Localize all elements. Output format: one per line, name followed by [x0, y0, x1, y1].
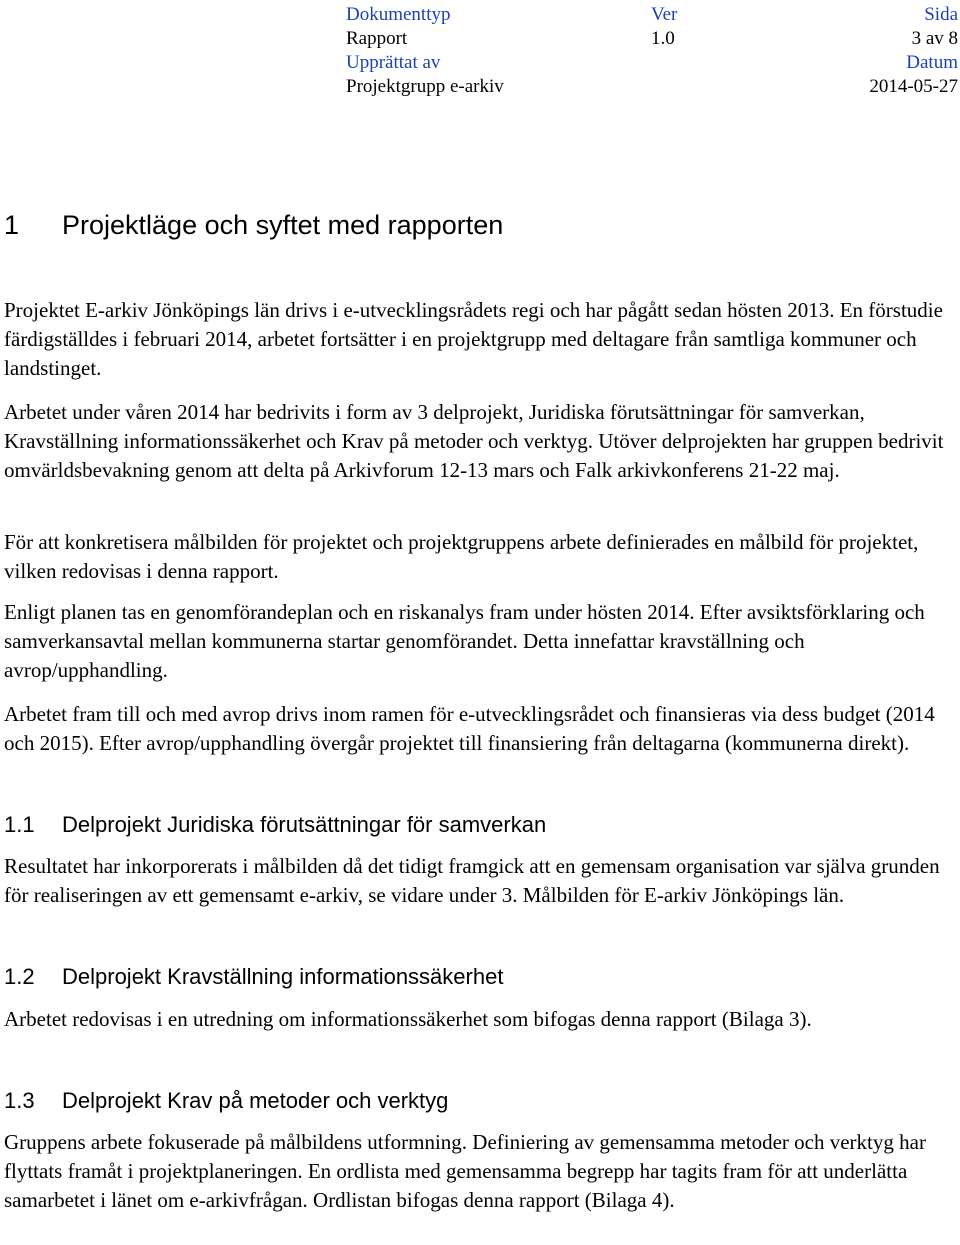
paragraph: Arbetet under våren 2014 har bedrivits i form av 3 delprojekt, Juridiska förutsättningar för samverkan, Kravställning informationssäkerhet och Krav på metoder och verktyg. Utöver delprojekten har gruppen bedrivit omvärldsbevakning genom att delta på Arkivforum 12-13 mars och Falk arkivkonferens 21-22 maj.: [4, 400, 944, 482]
section-1-1-heading: [4, 811, 546, 839]
section-title: Projektläge och syftet med rapporten: [62, 210, 504, 240]
doc-type-value: Rapport: [346, 28, 408, 49]
section-title: Delprojekt Juridiska förutsättningar för samverkan: [62, 812, 547, 837]
date-label: Datum: [906, 52, 958, 73]
page-label: Sida: [924, 4, 958, 25]
paragraph: Projektet E-arkiv Jönköpings län drivs i e-utvecklingsrådets regi och har pågått sedan hösten 2013. En förstudie färdigställdes i februari 2014, arbetet fortsätter i en projektgrupp med deltagare från samtliga kommuner och landstinget.: [4, 298, 943, 380]
paragraph: För att konkretisera målbilden för projektet och projektgruppens arbete definierades en målbild för projektet, vilken redovisas i denna rapport.: [4, 530, 919, 583]
section-title: Delprojekt Krav på metoder och verktyg: [62, 1088, 449, 1113]
version-label: Ver: [651, 4, 678, 25]
section-number: 1.2: [4, 964, 35, 989]
paragraph: Enligt planen tas en genomförandeplan och en riskanalys fram under hösten 2014. Efter avsiktsförklaring och samverkansavtal mellan kommunerna startar genomförandet. Detta innefattar kravställning och avrop/upphandling.: [4, 600, 925, 682]
section-title: Delprojekt Kravställning informationssäkerhet: [62, 964, 504, 989]
doc-type-label: Dokumenttyp: [346, 4, 451, 25]
page-value: 3 av 8: [911, 28, 958, 49]
section-number: 1: [4, 210, 20, 240]
date-value: 2014-05-27: [869, 76, 958, 97]
paragraph: Arbetet redovisas i en utredning om informationssäkerhet som bifogas denna rapport (Bilaga 3).: [4, 1007, 812, 1031]
author-label: Upprättat av: [346, 52, 441, 73]
section-number: 1.1: [4, 812, 35, 837]
section-1-3-heading: [4, 1087, 448, 1115]
version-value: 1.0: [651, 28, 675, 49]
paragraph: Gruppens arbete fokuserade på målbildens utformning. Definiering av gemensamma metoder och verktyg har flyttats framåt i projektplaneringen. En ordlista med gemensamma begrepp har tagits fram för att underlätta samarbetet i länet om e-arkivfrågan. Ordlistan bifogas denna rapport (Bilaga 4).: [4, 1130, 926, 1212]
paragraph: Arbetet fram till och med avrop drivs inom ramen för e-utvecklingsrådet och finansieras via dess budget (2014 och 2015). Efter avrop/upphandling övergår projektet till finansiering från deltagarna (kommunerna direkt).: [4, 702, 935, 755]
section-number: 1.3: [4, 1088, 35, 1113]
section-1-heading: [4, 208, 503, 242]
paragraph: Resultatet har inkorporerats i målbilden då det tidigt framgick att en gemensam organisation var själva grunden för realiseringen av ett gemensamt e-arkiv, se vidare under 3. Målbilden för E-arkiv Jönköpings län.: [4, 854, 940, 907]
section-1-2-heading: [4, 963, 503, 991]
author-value: Projektgrupp e-arkiv: [346, 76, 504, 97]
